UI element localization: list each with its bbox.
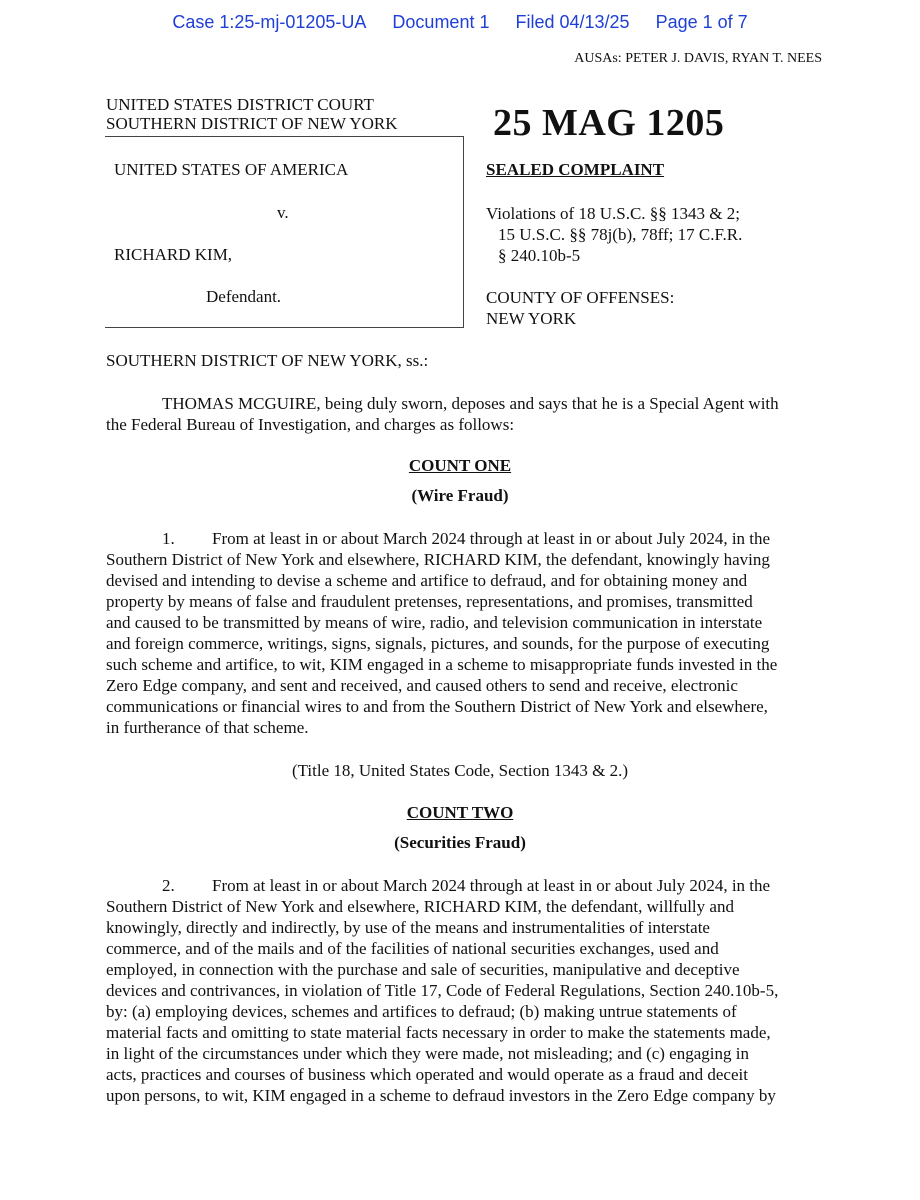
intro-paragraph [106, 393, 822, 435]
paragraph-line: knowingly, directly and indirectly, by use of the means and instrumentalities of interstate [106, 918, 710, 937]
paragraph-line: devised and intending to devise a scheme and artifice to defraud, and for obtaining money and [106, 571, 748, 590]
count-two-subheading: (Securities Fraud) [394, 833, 526, 852]
paragraph-line: property by means of false and fraudulent pretenses, representations, and promises, transmitted [106, 592, 753, 611]
caption-plaintiff: UNITED STATES OF AMERICA [114, 160, 349, 179]
paragraph-line: and foreign commerce, writings, signs, signals, pictures, and sounds, for the purpose of executing [106, 634, 770, 653]
count-two-heading: COUNT TWO [406, 803, 514, 822]
violations-line-3: § 240.10b-5 [498, 246, 581, 265]
complaint-title: SEALED COMPLAINT [486, 160, 665, 179]
count-one-heading: COUNT ONE [408, 456, 512, 475]
paragraph-line: From at least in or about March 2024 through at least in or about July 2024, in the [212, 529, 771, 548]
paragraph-line: communications or financial wires to and from the Southern District of New York and elsewhere, [106, 697, 768, 716]
ausa-names: AUSAs: PETER J. DAVIS, RYAN T. NEES [574, 51, 822, 66]
violations-line-2: 15 U.S.C. §§ 78j(b), 78ff; 17 C.F.R. [498, 225, 743, 244]
caption-defendant: RICHARD KIM, [114, 245, 233, 264]
violations-line-1: Violations of 18 U.S.C. §§ 1343 & 2; [486, 204, 740, 223]
paragraph-line: Southern District of New York and elsewhere, RICHARD KIM, the defendant, willfully and [106, 897, 734, 916]
count-one-paragraph [106, 528, 822, 738]
count-one-citation: (Title 18, United States Code, Section 1343 & 2.) [291, 761, 629, 780]
paragraph-line: and caused to be transmitted by means of wire, radio, and television communication in interstate [106, 613, 763, 632]
paragraph-number: 2. [162, 876, 175, 895]
violations-block [486, 203, 742, 266]
court-name [106, 95, 398, 133]
court-line-1: UNITED STATES DISTRICT COURT [106, 95, 374, 114]
paragraph-line: employed, in connection with the purchase and sale of securities, manipulative and deceptive [106, 960, 740, 979]
county-block [486, 287, 674, 329]
page-indicator: Page 1 of 7 [655, 12, 748, 32]
venue-line: SOUTHERN DISTRICT OF NEW YORK, ss.: [106, 351, 429, 370]
magistrate-number: 25 MAG 1205 [493, 102, 725, 144]
caption-defendant-label: Defendant. [206, 287, 282, 306]
paragraph-line: commerce, and of the mails and of the facilities of national securities exchanges, used and [106, 939, 719, 958]
count-one-subheading: (Wire Fraud) [411, 486, 509, 505]
case-number: Case 1:25-mj-01205-UA [172, 12, 367, 32]
county-label: COUNTY OF OFFENSES: [486, 288, 675, 307]
paragraph-line: in furtherance of that scheme. [106, 718, 309, 737]
county-value: NEW YORK [486, 309, 577, 328]
caption-versus: v. [277, 203, 289, 222]
paragraph-line: in light of the circumstances under which they were made, not misleading; and (c) engaging in [106, 1044, 749, 1063]
paragraph-line: devices and contrivances, in violation of Title 17, Code of Federal Regulations, Section 240.10b-5, [106, 981, 779, 1000]
paragraph-line: by: (a) employing devices, schemes and artifices to defraud; (b) making untrue statements of [106, 1002, 737, 1021]
intro-line-2: the Federal Bureau of Investigation, and charges as follows: [106, 415, 515, 434]
paragraph-line: upon persons, to wit, KIM engaged in a scheme to defraud investors in the Zero Edge company by [106, 1086, 776, 1105]
paragraph-line: From at least in or about March 2024 through at least in or about July 2024, in the [212, 876, 771, 895]
paragraph-line: Zero Edge company, and sent and received, and caused others to send and receive, electronic [106, 676, 738, 695]
paragraph-line: Southern District of New York and elsewhere, RICHARD KIM, the defendant, knowingly having [106, 550, 770, 569]
ecf-filing-header [0, 12, 920, 33]
court-line-2: SOUTHERN DISTRICT OF NEW YORK [106, 114, 398, 133]
paragraph-line: acts, practices and courses of business which operated and would operate as a fraud and deceit [106, 1065, 748, 1084]
filed-date: Filed 04/13/25 [515, 12, 630, 32]
intro-line-1: THOMAS MCGUIRE, being duly sworn, deposes and says that he is a Special Agent with [162, 394, 779, 413]
paragraph-number: 1. [162, 529, 175, 548]
paragraph-line: material facts and omitting to state material facts necessary in order to make the statements made, [106, 1023, 771, 1042]
paragraph-line: such scheme and artifice, to wit, KIM engaged in a scheme to misappropriate funds invested in the [106, 655, 778, 674]
count-two-paragraph [106, 875, 822, 1106]
document-number: Document 1 [392, 12, 490, 32]
